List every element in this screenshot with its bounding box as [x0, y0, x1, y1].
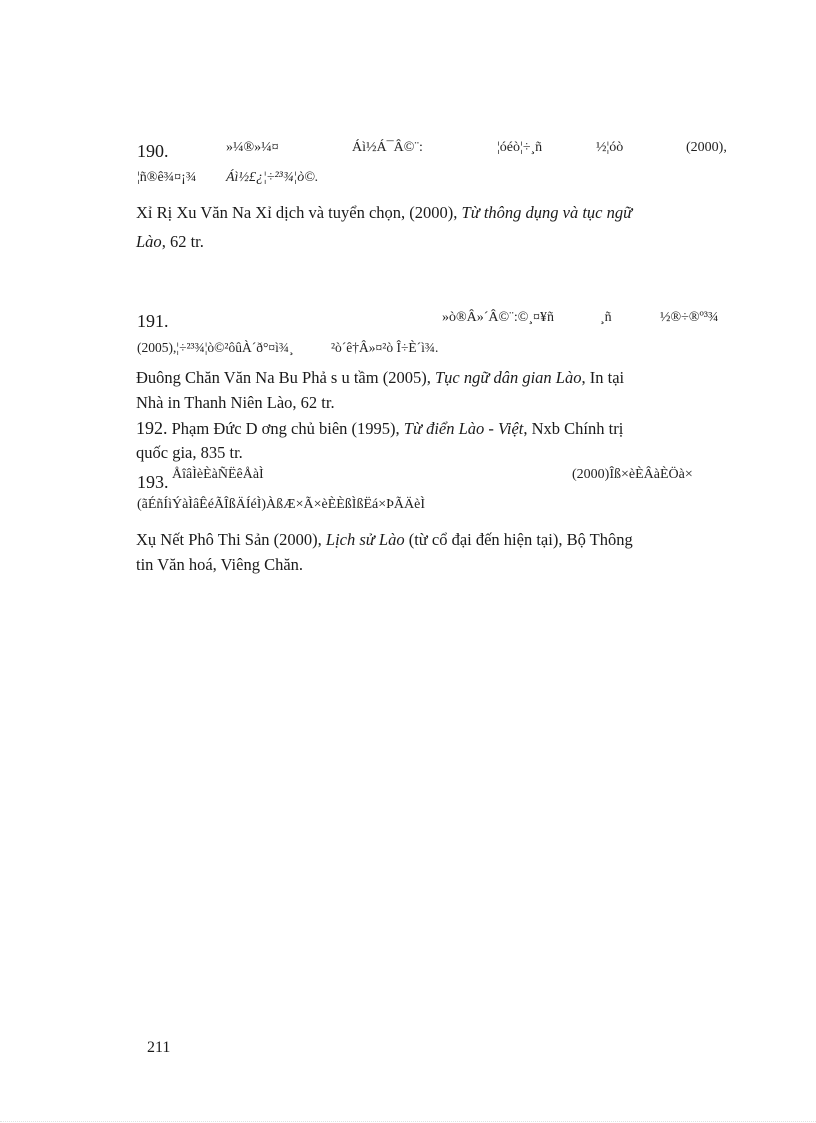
entry-193-number: 193. [137, 472, 169, 492]
entry-192-vietnamese-line2: quốc gia, 835 tr. [136, 443, 243, 462]
entry-191-garbled-line2a: (2005),¦÷²³¾¦ò©²ôûÀ´ð°¤ì¾¸ [137, 340, 294, 355]
entry-193-vietnamese [136, 530, 633, 550]
entry-190-year: (2000), [686, 140, 727, 155]
entry-192-vietnamese [136, 418, 623, 439]
entry-193-vn-title: Lịch sử Lào [325, 530, 405, 549]
entry-193-vn-suffix: (từ cổ đại đến hiện tại), Bộ Thông [404, 530, 633, 549]
entry-191-garbled-line2b: ²ò´ê†Â»¤²ò Î÷È´ì¾. [331, 340, 439, 355]
entry-192-vn-suffix: , Nxb Chính trị [523, 419, 624, 438]
entry-191-garbled-3: ½®÷®º³¾ [660, 310, 719, 325]
entry-191-number: 191. [137, 311, 169, 331]
entry-193-vn-prefix: Xụ Nết Phô Thi Sản (2000), [136, 530, 326, 549]
entry-190-number: 190. [137, 141, 169, 161]
entry-190-garbled-line2b: Áì½£¿¦÷²³¾¦ò©. [226, 170, 319, 185]
entry-190-garbled-1: »¼®»¼¤ [226, 140, 279, 155]
entry-193-garbled-1b: (2000)Îß×èÈÂàÈÖà× [572, 467, 693, 482]
entry-191-garbled-2: ¸ñ [600, 310, 612, 325]
entry-192-vn-title: Từ điển Lào - Việt [403, 419, 524, 438]
entry-190-vn-title-cont: Lào [136, 232, 162, 251]
page-edge-divider [0, 1121, 816, 1122]
entry-190-vietnamese-line2 [136, 232, 204, 252]
entry-191-vn-suffix: , In tại [581, 368, 625, 387]
entry-193-garbled-1a: ÅîâÌèÈàÑËêÅàÌ [172, 467, 264, 482]
entry-190-garbled-3: ¦óéò¦÷¸ñ [497, 140, 543, 155]
entry-192-number: 192. [136, 418, 168, 438]
entry-190-garbled-2: Áì½Á¯Â©¨: [352, 140, 423, 155]
entry-193-vietnamese-line2: tin Văn hoá, Viêng Chăn. [136, 555, 304, 574]
entry-191-vietnamese-line2: Nhà in Thanh Niên Lào, 62 tr. [136, 393, 335, 412]
entry-191-vietnamese [136, 368, 624, 388]
entry-191-vn-title: Tục ngữ dân gian Lào [434, 368, 582, 387]
entry-191-garbled-1: »ò®Â»´Â©¨:©¸¤¥ñ [442, 310, 555, 325]
entry-190-vn-prefix: Xỉ Rị Xu Văn Na Xỉ dịch và tuyển chọn, (2000), [136, 203, 462, 222]
entry-190-garbled-4: ½¦óò [596, 140, 624, 155]
entry-191-vn-prefix: Đuông Chăn Văn Na Bu Phả s u tầm (2005), [136, 368, 435, 387]
entry-190-vn-suffix: , 62 tr. [161, 232, 204, 251]
entry-190-vietnamese [136, 203, 632, 223]
page-number: 211 [147, 1039, 171, 1056]
entry-192-vn-prefix: Phạm Đức D ơng chủ biên (1995), [167, 419, 404, 438]
entry-190-vn-title: Từ thông dụng và tục ngữ [461, 203, 633, 222]
entry-193-garbled-line2: (ãÉñÍìÝàÌâÊéÃÎßÄÍéÌ)ÀßÆ×Ã×èÈÈßÌßËá×ÞÃÄèÌ [137, 497, 426, 512]
entry-190-garbled-line2a: ¦ñ®ê¾¤¡¾ [137, 170, 197, 185]
